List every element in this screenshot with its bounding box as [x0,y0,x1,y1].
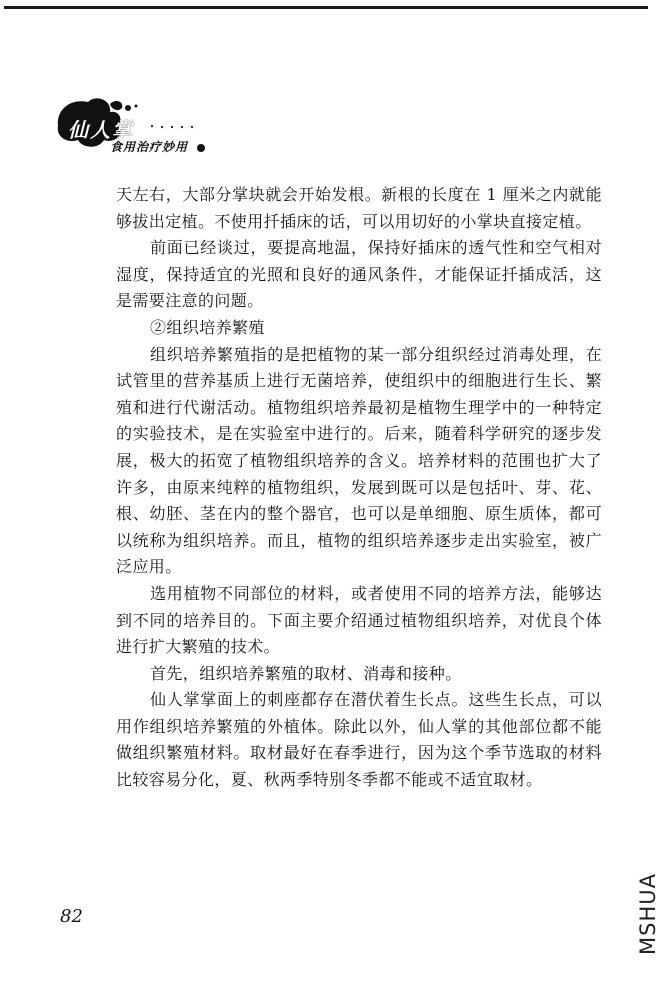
page-body [116,182,602,794]
page-number: 82 [60,906,83,927]
section-heading: ②组织培养繁殖 [150,317,265,337]
paragraph: 仙人掌掌面上的刺座都存在潜伏着生长点。这些生长点，可以用作组织培养繁殖的外植体。除此以外，仙人掌的其他部位都不能做组织繁殖材料。取材最好在春季进行，因为这个季节选取的材料比较容易分化，夏、秋两季特别冬季都不能或不适宜取材。 [116,690,602,790]
paragraph: 组织培养繁殖指的是把植物的某一部分组织经过消毒处理，在试管里的营养基质上进行无菌培养，使组织中的细胞进行生长、繁殖和进行代谢活动。植物组织培养最初是植物生理学中的一种特定的实验技术，是在实验室中进行的。后来，随着科学研究的逐步发展，极大的拓宽了植物组织培养的含义。培养材料的范围也扩大了许多，由原来纯粹的植物组织，发展到既可以是包括叶、芽、花、根、幼胚、茎在内的整个器官，也可以是单细胞、原生质体，都可以统称为组织培养。而且，植物的组织培养逐步走出实验室，被广泛应用。 [116,344,602,577]
paragraph: 选用植物不同部位的材料，或者使用不同的培养方法，能够达到不同的培养目的。下面主要介绍通过植物组织培养，对优良个体进行扩大繁殖的技术。 [116,583,602,657]
paragraph-continuation: 天左右，大部分掌块就会开始发根。新根的长度在 1 厘米之内就能够拔出定植。不使用扦插床的话，可以用切好的小掌块直接定植。 [116,185,602,231]
top-rule [4,6,648,9]
logo-title: 仙人掌 [68,118,134,142]
paragraph: 首先，组织培养繁殖的取材、消毒和接种。 [150,663,462,683]
logo-subtitle: 食用治疗妙用 [110,140,189,154]
header-logo [52,96,252,168]
paragraph: 前面已经谈过，要提高地温，保持好插床的透气性和空气相对湿度，保持适宜的光照和良好的通风条件，才能保证扦插成活，这是需要注意的问题。 [116,238,602,311]
watermark: MSHUA [636,873,660,955]
